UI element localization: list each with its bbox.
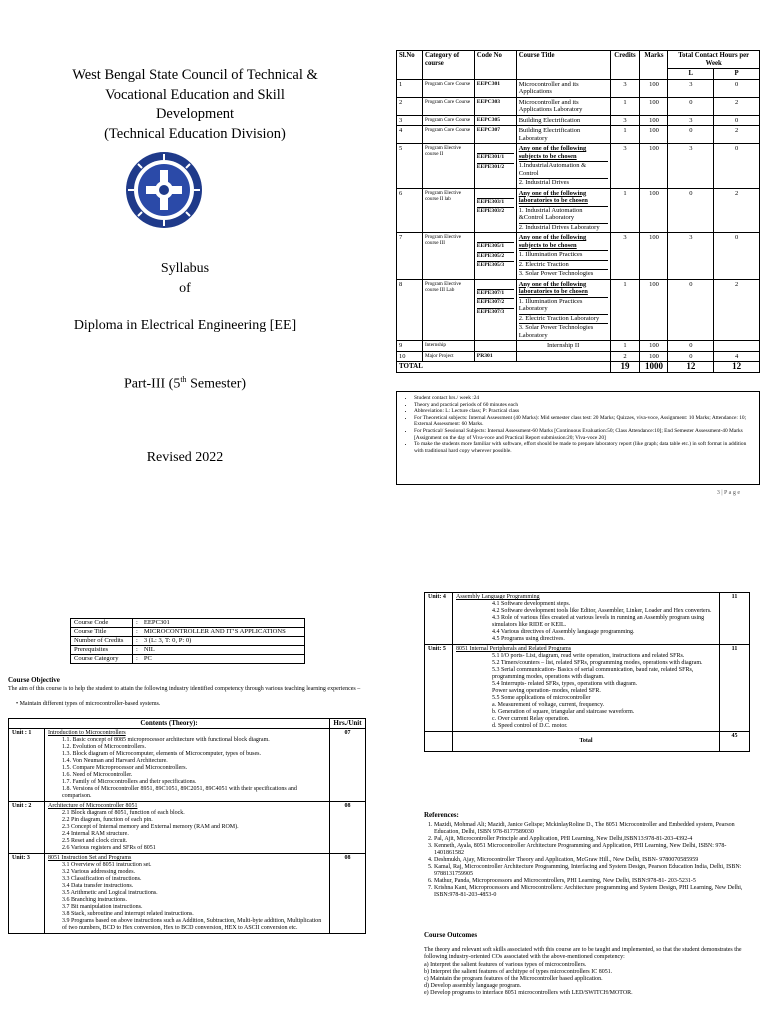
semester-course-table bbox=[396, 50, 760, 373]
info-sep: : bbox=[133, 637, 141, 646]
unit-topic: 4.1 Software development steps. bbox=[492, 601, 571, 607]
row-p: 2 bbox=[714, 279, 760, 341]
course-title: 2. Industrial Drives Laboratory bbox=[519, 223, 608, 232]
unit-hours: 08 bbox=[330, 802, 366, 854]
unit-title: Assembly Language Programming bbox=[456, 594, 540, 600]
references-heading: References: bbox=[424, 811, 459, 819]
hrs-heading: Hrs./Unit bbox=[330, 719, 366, 729]
unit-hours: 08 bbox=[330, 854, 366, 934]
course-code bbox=[477, 234, 514, 241]
row-slno: 3 bbox=[397, 115, 423, 126]
row-category: Internship bbox=[422, 341, 474, 352]
info-key: Course Category bbox=[71, 655, 133, 664]
row-credits: 3 bbox=[610, 115, 640, 126]
row-l: 3 bbox=[668, 115, 714, 126]
row-codes bbox=[474, 188, 516, 233]
total-hours-label: Total bbox=[453, 732, 720, 752]
unit-topic: 1.5. Compare Microprocessor and Microcontrollers. bbox=[62, 765, 188, 771]
contents-heading: Contents (Theory): bbox=[9, 719, 330, 729]
course-title: 1. Illumination Practices bbox=[519, 250, 608, 259]
info-value: 3 (L: 3, T: 0, P: 0) bbox=[141, 637, 305, 646]
col-category: Category of course bbox=[422, 51, 474, 80]
row-codes bbox=[474, 126, 516, 144]
row-titles bbox=[516, 341, 610, 352]
row-marks: 100 bbox=[640, 279, 668, 341]
note-item: • To make the students more familiar with software, effort should be made to prepare laboratory report (like graph; data table etc.) in soft format in addition with traditional hard copy wherever possible. bbox=[414, 441, 756, 454]
col-marks: Marks bbox=[640, 51, 668, 80]
total-L: 12 bbox=[668, 362, 714, 373]
row-category: Program Elective course III Lab bbox=[422, 279, 474, 341]
course-code bbox=[477, 190, 514, 197]
row-codes bbox=[474, 97, 516, 115]
row-l: 3 bbox=[668, 144, 714, 189]
course-code: EEPC303 bbox=[476, 98, 501, 105]
unit-topic: d. Speed control of D.C. motor. bbox=[492, 723, 568, 729]
unit-topic: 3.7 Bit manipulation instructions. bbox=[62, 904, 143, 910]
course-code bbox=[477, 145, 514, 152]
row-slno: 8 bbox=[397, 279, 423, 341]
row-credits: 2 bbox=[610, 351, 640, 362]
course-row bbox=[397, 144, 760, 189]
unit-title: Architecture of Microcontroller 8051 bbox=[48, 803, 138, 809]
reference-item: 6. Mathur, Panda, Microprocessors and Microcontrollers, PHI Learning, New Delhi, ISBN:978-81- 203-5231-5 bbox=[434, 878, 752, 885]
row-titles bbox=[516, 126, 610, 144]
course-code: PR301 bbox=[476, 352, 493, 359]
row-category: Program Core Course bbox=[422, 115, 474, 126]
unit-topic: 2.2 Pin diagram, function of each pin. bbox=[62, 817, 153, 823]
row-credits: 3 bbox=[610, 144, 640, 189]
col-credits: Credits bbox=[610, 51, 640, 80]
unit-label: Unit: 5 bbox=[425, 645, 453, 732]
unit-topic: 3.6 Branching instructions. bbox=[62, 897, 127, 903]
row-marks: 100 bbox=[640, 97, 668, 115]
total-credits: 19 bbox=[610, 362, 640, 373]
col-title: Course Title bbox=[516, 51, 610, 80]
syllabus-label: Syllabus bbox=[160, 261, 210, 276]
reference-item: 2. Pal, Ajit, Microcontroller Principle and Application, PHI Learning, New Delhi,ISBN13:978-81-203-4392-4 bbox=[434, 836, 752, 843]
course-title: Any one of the following subjects to be chosen bbox=[518, 234, 587, 249]
course-title: Microcontroller and its Applications bbox=[518, 80, 579, 95]
unit-topic: c. Over current Relay operation. bbox=[492, 716, 570, 722]
unit-topic: 3.5 Arithmetic and Logical instructions. bbox=[62, 890, 158, 896]
course-code: EEPC307 bbox=[476, 127, 501, 133]
unit-contents bbox=[453, 593, 720, 645]
row-marks: 100 bbox=[640, 115, 668, 126]
unit-label: Unit: 3 bbox=[9, 854, 45, 934]
row-p: 0 bbox=[714, 233, 760, 280]
unit-topic: 3.4 Data transfer instructions. bbox=[62, 883, 134, 889]
unit-topic: 1.7. Family of Microcontrollers and their specifications. bbox=[62, 779, 197, 785]
course-title: Building Electrification Laboratory bbox=[518, 127, 581, 142]
col-P: P bbox=[714, 69, 760, 80]
total-hours-value: 45 bbox=[720, 732, 750, 752]
course-code: EEPE303/2 bbox=[477, 207, 514, 216]
council-logo-icon bbox=[124, 150, 204, 230]
row-credits: 1 bbox=[610, 126, 640, 144]
info-sep: : bbox=[133, 628, 141, 637]
row-titles bbox=[516, 188, 610, 233]
revised-label: Revised 2022 bbox=[146, 450, 224, 465]
course-title: Any one of the following laboratories to be chosen bbox=[518, 280, 588, 295]
total-hours-row bbox=[425, 732, 750, 752]
course-title: Any one of the following laboratories to be chosen bbox=[518, 189, 588, 204]
course-code: EEPE307/1 bbox=[477, 289, 514, 298]
row-p bbox=[714, 341, 760, 352]
course-row bbox=[397, 79, 760, 97]
note-item: • For Theoretical subjects: Internal Assessment (40 Marks): Mid semester class test: 20 Marks; Quizzes, viva-voce, Assignment: 10 Marks; Attendance: 10; External Assessment: 60 Marks. bbox=[414, 415, 756, 428]
info-value: PC bbox=[141, 655, 305, 664]
course-title: 3. Solar Power Technologies bbox=[519, 269, 608, 278]
info-key: Course Title bbox=[71, 628, 133, 637]
course-title: 1. Industrial Automation &Control Laboratory bbox=[519, 206, 608, 222]
row-titles bbox=[516, 233, 610, 280]
info-sep: : bbox=[133, 646, 141, 655]
part-semester: Part-III (5th Semester) bbox=[123, 375, 247, 392]
row-category: Major Project bbox=[422, 351, 474, 362]
unit-topic: 3.2 Various addressing modes. bbox=[62, 869, 136, 875]
course-info-row bbox=[71, 619, 305, 628]
reference-item: 4. Deshmukh, Ajay, Microcontroller Theory and Application, McGraw Hill., New Delhi, ISBN- 9780070585959 bbox=[434, 857, 752, 864]
info-sep: : bbox=[133, 619, 141, 628]
references-section bbox=[424, 812, 752, 899]
row-marks: 100 bbox=[640, 188, 668, 233]
unit-row bbox=[425, 645, 750, 732]
unit-contents bbox=[45, 854, 330, 934]
info-key: Course Code bbox=[71, 619, 133, 628]
of-label: of bbox=[179, 281, 191, 296]
course-row bbox=[397, 351, 760, 362]
row-p: 2 bbox=[714, 97, 760, 115]
outcome-item: b) Interpret the salient features of architype of types microcontrollers IC 8051. bbox=[424, 968, 613, 975]
diploma-title: Diploma in Electrical Engineering [EE] bbox=[73, 318, 297, 333]
unit-title: 8051 Instruction Set and Programs bbox=[48, 855, 132, 861]
row-l: 3 bbox=[668, 79, 714, 97]
syllabus-page-4 bbox=[0, 580, 768, 1024]
info-sep: : bbox=[133, 655, 141, 664]
unit-topic: 1.6. Need of Microcontroller. bbox=[62, 772, 133, 778]
unit-topic: 2.1 Block diagram of 8051, function of each block. bbox=[62, 810, 185, 816]
row-codes bbox=[474, 115, 516, 126]
course-code: EEPE301/2 bbox=[477, 163, 514, 172]
row-marks: 100 bbox=[640, 341, 668, 352]
unit-topic: 5.3 Serial communication- Basics of serial communication, baud rate, related SFRs, programming modes, operations with diagram. bbox=[492, 667, 694, 680]
row-l: 0 bbox=[668, 341, 714, 352]
row-titles bbox=[516, 279, 610, 341]
unit-contents bbox=[45, 729, 330, 802]
row-l: 0 bbox=[668, 126, 714, 144]
unit-topic: 2.6 Various registers and SFRs of 8051 bbox=[62, 845, 156, 851]
unit-topic: 5.5 Some applications of microcontroller bbox=[492, 695, 591, 701]
outcomes-list bbox=[424, 962, 752, 998]
row-p: 2 bbox=[714, 126, 760, 144]
unit-topic: 1.3. Block diagram of Microcomputer, elements of Microcomputer, types of buses. bbox=[62, 751, 261, 757]
total-label: TOTAL bbox=[397, 362, 611, 373]
info-value: NIL bbox=[141, 646, 305, 655]
row-slno: 10 bbox=[397, 351, 423, 362]
course-code: EEPC301 bbox=[476, 80, 501, 87]
unit-label: Unit : 2 bbox=[9, 802, 45, 854]
unit-topic: 1.8. Versions of Microcontroller 8951, 89C1051, 89C2051, 89C4051 with their specifications and comparison. bbox=[62, 786, 297, 799]
row-credits: 1 bbox=[610, 279, 640, 341]
info-key: Prerequisites bbox=[71, 646, 133, 655]
note-item: • For Practical/ Sessional Subjects: Internal Assessment-60 Marks [Continuous Evaluation:50; Class Attendance:10]; End Semester Assessment-40 Marks [Assignment on the day of Viva-voce and Practical Report submission:20; Viva-voce 20] bbox=[414, 428, 756, 441]
row-l: 0 bbox=[668, 351, 714, 362]
course-title: 1.IndustrialAutomation & Control bbox=[519, 161, 608, 177]
unit-topic: 1.2. Evolution of Microcontrollers. bbox=[62, 744, 146, 750]
syllabus-page-3 bbox=[0, 0, 768, 510]
course-code: EEPC305 bbox=[476, 116, 501, 123]
course-title: Building Electrification bbox=[518, 116, 581, 124]
total-row bbox=[397, 362, 760, 373]
course-code: EEPE307/2 bbox=[477, 298, 514, 307]
course-info-row bbox=[71, 628, 305, 637]
unit-hours: 07 bbox=[330, 729, 366, 802]
row-p: 2 bbox=[714, 188, 760, 233]
note-item: • Student contact hrs./ week :24 bbox=[414, 395, 756, 402]
course-info-row bbox=[71, 637, 305, 646]
course-info-row bbox=[71, 655, 305, 664]
row-credits: 1 bbox=[610, 341, 640, 352]
unit-label: Unit: 4 bbox=[425, 593, 453, 645]
course-code bbox=[477, 281, 514, 288]
row-titles bbox=[516, 97, 610, 115]
row-marks: 100 bbox=[640, 144, 668, 189]
objective-text: The aim of this course is to help the student to attain the following industry identified competency through various teaching learning experiences – bbox=[8, 686, 361, 692]
unit-topic: b. Generation of square, triangular and staircase waveform. bbox=[492, 709, 635, 715]
reference-item: 3. Kenneth, Ayala, 8051 Microcontroller Architecture Programming and Application, PHI Learning, New Delhi, ISBN: 978-1401861582 bbox=[434, 843, 752, 857]
unit-topic: 5.4 Interrupts- related SFRs, types, operations with diagram. bbox=[492, 681, 638, 687]
outcomes-intro: The theory and relevant soft skills associated with this course are to be taught and implemented, so that the student demonstrates the following industry-oriented COs associated with the above-mentioned competency: bbox=[424, 947, 742, 961]
row-category: Program Core Course bbox=[422, 97, 474, 115]
outcome-item: e) Develop programs to interface 8051 microcontrollers with LED/SWITCH/MOTOR. bbox=[424, 990, 633, 997]
unit-title: Introduction to Microcontrollers bbox=[48, 730, 126, 736]
course-code: EEPE301/1 bbox=[477, 153, 514, 162]
row-codes bbox=[474, 233, 516, 280]
unit-hours: 11 bbox=[720, 645, 750, 732]
course-row bbox=[397, 188, 760, 233]
info-value: EEPC301 bbox=[141, 619, 305, 628]
unit-topic: 4.3 Role of various files created at various levels in running an Assembly program using simulators like RIDE or KEIL. bbox=[492, 615, 705, 628]
row-slno: 7 bbox=[397, 233, 423, 280]
course-info-row bbox=[71, 646, 305, 655]
row-category: Program Core Course bbox=[422, 126, 474, 144]
unit-topic: 3.9 Programs based on above instructions such as Addition, Subtraction, Multi-byte addition, Multiplication of two numbers, BCD to Hex conversion, Hex to BCD conversion, HEX to ASCII conversion etc. bbox=[62, 918, 322, 931]
course-title: 2. Electric Traction bbox=[519, 260, 608, 269]
unit-topic: 3.8 Stack, subroutine and interrupt related instructions. bbox=[62, 911, 194, 917]
course-title: 1. Illumination Practices Laboratory bbox=[519, 297, 608, 313]
course-info-table bbox=[70, 618, 305, 664]
course-title: Any one of the following subjects to be chosen bbox=[518, 145, 587, 160]
unit-topic: 5.2 Timers/counters – list, related SFRs, programming modes, operations with diagram. bbox=[492, 660, 703, 666]
row-credits: 1 bbox=[610, 97, 640, 115]
row-slno: 4 bbox=[397, 126, 423, 144]
unit-topic: 1.1. Basic concept of 8085 microprocessor architecture with functional block diagram. bbox=[62, 737, 270, 743]
row-titles bbox=[516, 351, 610, 362]
row-category: Program Elective course II bbox=[422, 144, 474, 189]
outcomes-heading: Course Outcomes bbox=[424, 931, 478, 939]
unit-hours: 11 bbox=[720, 593, 750, 645]
unit-topic: 2.4 Internal RAM structure. bbox=[62, 831, 129, 837]
references-list bbox=[434, 822, 752, 899]
row-titles bbox=[516, 79, 610, 97]
col-L: L bbox=[668, 69, 714, 80]
unit-contents bbox=[453, 645, 720, 732]
unit-topic: 4.2 Software development tools like Editor, Assembler, Linker, Loader and Hex converters. bbox=[492, 608, 712, 614]
info-value: MICROCONTROLLER AND IT’S APPLICATIONS bbox=[141, 628, 305, 637]
note-item: • Theory and practical periods of 60 minutes each bbox=[414, 402, 756, 409]
reference-item: 5. Kamal, Raj, Microcontroller Architecture Programming, Interfacing and System Design, Pearson Education India, Delhi, ISBN: 9788131759905 bbox=[434, 864, 752, 878]
unit-topic: 5.1 I/O ports- List, diagram, read write operation, instructions and related SFRs. bbox=[492, 653, 685, 659]
row-credits: 1 bbox=[610, 188, 640, 233]
row-credits: 3 bbox=[610, 233, 640, 280]
course-title: Microcontroller and its Applications Laboratory bbox=[518, 98, 583, 113]
row-codes bbox=[474, 351, 516, 362]
course-title: 2. Industrial Drives bbox=[519, 178, 608, 187]
row-l: 0 bbox=[668, 188, 714, 233]
unit-topic: 3.1 Overview of 8051 instruction set. bbox=[62, 862, 152, 868]
objective-bullet: • Maintain different types of microcontroller-based systems. bbox=[16, 701, 161, 707]
contents-left-table bbox=[8, 718, 366, 934]
course-row bbox=[397, 97, 760, 115]
unit-topic: 4.4 Various directives of Assembly language programming. bbox=[492, 629, 635, 635]
row-slno: 1 bbox=[397, 79, 423, 97]
course-code bbox=[477, 342, 514, 349]
unit-topic: 2.3 Concept of Internal memory and External memory (RAM and ROM). bbox=[62, 824, 239, 830]
row-titles bbox=[516, 115, 610, 126]
row-category: Program Elective course III bbox=[422, 233, 474, 280]
course-title: 3. Solar Power Technologies Laboratory bbox=[519, 323, 608, 339]
course-row bbox=[397, 115, 760, 126]
course-code: EEPE307/3 bbox=[477, 308, 514, 317]
unit-row bbox=[9, 854, 366, 934]
course-code: EEPE305/2 bbox=[477, 252, 514, 261]
course-code: EEPE305/1 bbox=[477, 242, 514, 251]
unit-title: 8051 Internal Peripherals and Related Programs bbox=[456, 646, 572, 652]
reference-item: 1. Mazidi, Mohmad Ali; Mazidi, Janice Gelispe; MckinlayRoline D., The 8051 Microcontroller and Embedded system, Pearson Education, Delhi, ISBN 978-8177589030 bbox=[434, 822, 752, 836]
unit-topic: 2.5 Reset and clock circuit. bbox=[62, 838, 128, 844]
unit-topic: 3.3 Classification of instructions. bbox=[62, 876, 142, 882]
unit-topic: a. Measurement of voltage, current, frequency. bbox=[492, 702, 605, 708]
row-category: Program Elective course II lab bbox=[422, 188, 474, 233]
row-codes bbox=[474, 341, 516, 352]
course-title: 2. Electric Traction Laboratory bbox=[519, 314, 608, 323]
course-code: EEPE305/3 bbox=[477, 261, 514, 270]
row-credits: 3 bbox=[610, 79, 640, 97]
col-contact: Total Contact Hours per Week bbox=[668, 51, 760, 69]
row-marks: 100 bbox=[640, 233, 668, 280]
course-outcomes-section bbox=[424, 932, 752, 998]
unit-row bbox=[9, 729, 366, 802]
outcome-item: a) Interpret the salient features of various types of microcontrollers. bbox=[424, 961, 587, 968]
info-key: Number of Credits bbox=[71, 637, 133, 646]
row-marks: 100 bbox=[640, 351, 668, 362]
row-marks: 100 bbox=[640, 126, 668, 144]
reference-item: 7. Krishna Kant, Microprocessors and Microcontrollers: Architecture programming and System Design, PHI Learning, New Delhi, ISBN:978-81-203-4853-0 bbox=[434, 885, 752, 899]
course-row bbox=[397, 279, 760, 341]
course-title bbox=[519, 353, 608, 360]
row-category: Program Core Course bbox=[422, 79, 474, 97]
row-titles bbox=[516, 144, 610, 189]
outcome-item: c) Maintain the program features of the Microcontroller based application. bbox=[424, 976, 603, 983]
row-slno: 5 bbox=[397, 144, 423, 189]
row-l: 3 bbox=[668, 233, 714, 280]
objective-heading: Course Objective bbox=[8, 676, 60, 684]
row-slno: 9 bbox=[397, 341, 423, 352]
row-slno: 2 bbox=[397, 97, 423, 115]
unit-row bbox=[9, 802, 366, 854]
unit-topic: 4.5 Programs using directives. bbox=[492, 636, 565, 642]
course-code: EEPE303/1 bbox=[477, 198, 514, 207]
unit-topic: 1.4. Von Neuman and Harvard Architecture. bbox=[62, 758, 168, 764]
col-slno: Sl.No bbox=[397, 51, 423, 80]
total-marks: 1000 bbox=[640, 362, 668, 373]
notes-list bbox=[404, 395, 756, 454]
col-code: Code No bbox=[474, 51, 516, 80]
unit-row bbox=[425, 593, 750, 645]
note-item: • Abbreviation: L: Lecture class; P: Practical class bbox=[414, 408, 756, 415]
outcome-item: d) Develop assembly language program. bbox=[424, 983, 522, 990]
row-l: 0 bbox=[668, 279, 714, 341]
unit-topic: Power saving operation- modes, related SFR. bbox=[492, 688, 601, 694]
row-codes bbox=[474, 144, 516, 189]
course-row bbox=[397, 126, 760, 144]
unit-label: Unit : 1 bbox=[9, 729, 45, 802]
row-marks: 100 bbox=[640, 79, 668, 97]
unit-contents bbox=[45, 802, 330, 854]
contents-right-table bbox=[424, 592, 750, 752]
row-codes bbox=[474, 79, 516, 97]
course-title: Internship II bbox=[546, 342, 580, 349]
page-number: 3 | P a g e bbox=[716, 490, 740, 496]
row-l: 0 bbox=[668, 97, 714, 115]
total-P: 12 bbox=[714, 362, 760, 373]
course-row bbox=[397, 341, 760, 352]
row-codes bbox=[474, 279, 516, 341]
row-p: 0 bbox=[714, 144, 760, 189]
row-p: 0 bbox=[714, 115, 760, 126]
course-row bbox=[397, 233, 760, 280]
row-slno: 6 bbox=[397, 188, 423, 233]
council-title: West Bengal State Council of Technical & Vocational Education and Skill Development (Technical Education Division) bbox=[72, 67, 318, 142]
page-gap bbox=[0, 510, 768, 580]
row-p: 0 bbox=[714, 79, 760, 97]
row-p: 4 bbox=[714, 351, 760, 362]
